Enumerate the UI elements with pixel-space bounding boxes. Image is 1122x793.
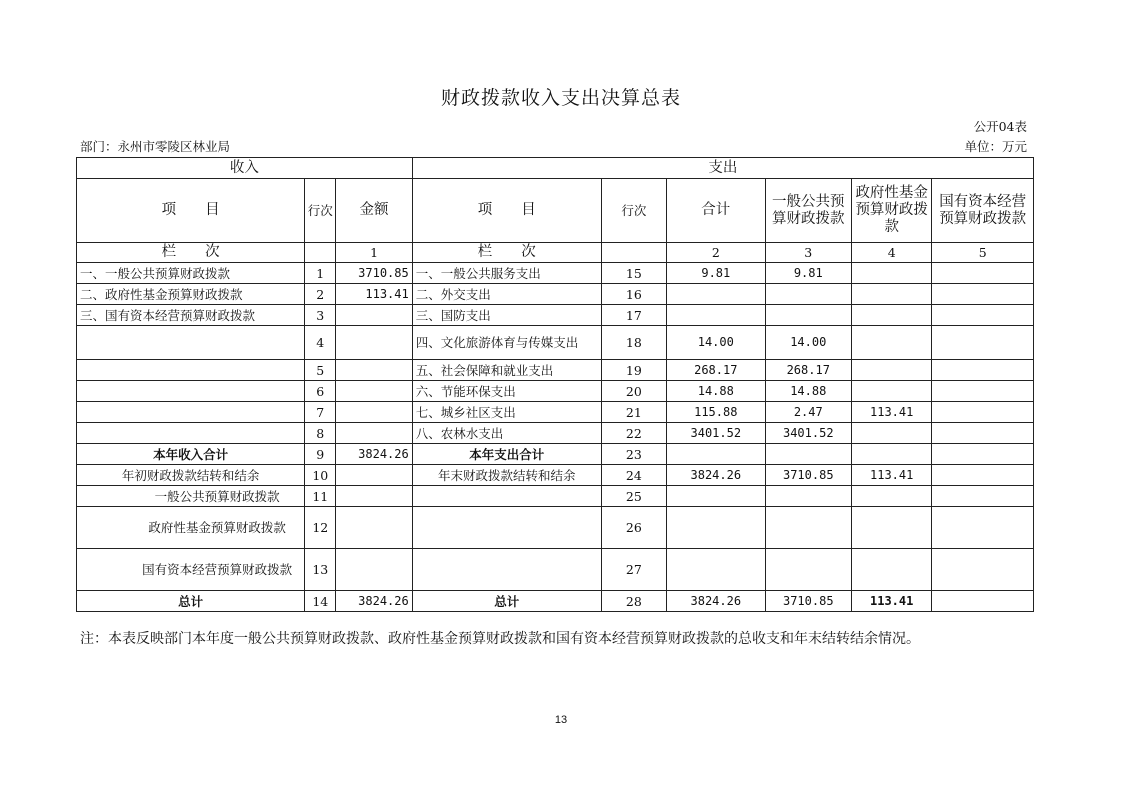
table-row <box>77 326 1034 360</box>
state-capital-amount <box>932 360 1034 381</box>
state-capital-amount <box>932 423 1034 444</box>
income-row-number: 5 <box>305 360 336 381</box>
table-row <box>77 381 1034 402</box>
expense-row-number: 23 <box>601 444 666 465</box>
expense-row-number: 22 <box>601 423 666 444</box>
income-row-number: 11 <box>305 486 336 507</box>
table-row <box>77 305 1034 326</box>
expense-item <box>412 507 601 549</box>
income-amount <box>336 549 412 591</box>
income-row-number: 10 <box>305 465 336 486</box>
income-item: 政府性基金预算财政拨款 <box>77 507 305 549</box>
general-budget-amount: 14.88 <box>765 381 851 402</box>
state-capital-amount <box>932 507 1034 549</box>
expense-row-number: 16 <box>601 284 666 305</box>
income-amount: 3710.85 <box>336 263 412 284</box>
income-amount <box>336 507 412 549</box>
state-capital-amount <box>932 326 1034 360</box>
expense-row-number: 19 <box>601 360 666 381</box>
table-row <box>77 423 1034 444</box>
fund-budget-amount <box>851 549 931 591</box>
column-index-4: 4 <box>851 243 931 263</box>
income-item <box>77 402 305 423</box>
income-row-number: 9 <box>305 444 336 465</box>
expense-row-number: 25 <box>601 486 666 507</box>
total-amount <box>667 549 766 591</box>
expense-item: 二、外交支出 <box>412 284 601 305</box>
unit-label: 单位：万元 <box>964 139 1027 154</box>
state-capital-amount <box>932 591 1034 612</box>
general-budget-amount <box>765 305 851 326</box>
expense-row-number: 26 <box>601 507 666 549</box>
income-item: 二、政府性基金预算财政拨款 <box>77 284 305 305</box>
expense-row-number: 24 <box>601 465 666 486</box>
state-capital-amount <box>932 486 1034 507</box>
total-header: 合计 <box>667 179 766 243</box>
expense-row-number: 21 <box>601 402 666 423</box>
expense-item: 八、农林水支出 <box>412 423 601 444</box>
fund-budget-amount <box>851 381 931 402</box>
income-item: 本年收入合计 <box>77 444 305 465</box>
fund-budget-amount <box>851 263 931 284</box>
state-capital-amount <box>932 465 1034 486</box>
state-capital-amount <box>932 305 1034 326</box>
total-amount <box>667 284 766 305</box>
expense-item <box>412 549 601 591</box>
general-budget-amount: 268.17 <box>765 360 851 381</box>
expense-item: 年末财政拨款结转和结余 <box>412 465 601 486</box>
general-budget-amount <box>765 486 851 507</box>
general-budget-header: 一般公共预算财政拨款 <box>765 179 851 243</box>
form-code: 公开04表 <box>973 119 1027 134</box>
lanci-left: 栏 次 <box>77 243 305 263</box>
total-amount: 3824.26 <box>667 591 766 612</box>
income-row-number: 6 <box>305 381 336 402</box>
fund-budget-amount <box>851 360 931 381</box>
state-capital-header: 国有资本经营预算财政拨款 <box>932 179 1034 243</box>
fund-budget-amount <box>851 284 931 305</box>
income-row-number: 14 <box>305 591 336 612</box>
table-row <box>77 402 1034 423</box>
expense-item: 四、文化旅游体育与传媒支出 <box>412 326 601 360</box>
income-amount <box>336 423 412 444</box>
total-amount <box>667 305 766 326</box>
table-row <box>77 263 1034 284</box>
total-amount: 3824.26 <box>667 465 766 486</box>
expense-item: 本年支出合计 <box>412 444 601 465</box>
expense-header: 支出 <box>412 158 1033 179</box>
total-amount: 14.88 <box>667 381 766 402</box>
fund-budget-amount <box>851 507 931 549</box>
expense-rowno-header: 行次 <box>601 179 666 243</box>
expense-row-number: 15 <box>601 263 666 284</box>
income-item: 三、国有资本经营预算财政拨款 <box>77 305 305 326</box>
fund-budget-amount: 113.41 <box>851 402 931 423</box>
income-amount <box>336 465 412 486</box>
fund-budget-amount: 113.41 <box>851 465 931 486</box>
income-row-number: 3 <box>305 305 336 326</box>
fund-budget-amount <box>851 423 931 444</box>
fund-budget-amount: 113.41 <box>851 591 931 612</box>
total-amount: 9.81 <box>667 263 766 284</box>
income-header: 收入 <box>77 158 413 179</box>
column-index-1: 1 <box>336 243 412 263</box>
income-item-header: 项 目 <box>77 179 305 243</box>
income-amount <box>336 305 412 326</box>
general-budget-amount: 3710.85 <box>765 591 851 612</box>
general-budget-amount <box>765 444 851 465</box>
total-amount: 115.88 <box>667 402 766 423</box>
general-budget-amount: 9.81 <box>765 263 851 284</box>
income-amount: 113.41 <box>336 284 412 305</box>
state-capital-amount <box>932 549 1034 591</box>
state-capital-amount <box>932 263 1034 284</box>
income-item <box>77 381 305 402</box>
expense-item: 六、节能环保支出 <box>412 381 601 402</box>
income-row-number: 13 <box>305 549 336 591</box>
income-amount <box>336 326 412 360</box>
fund-budget-header: 政府性基金预算财政拨款 <box>851 179 931 243</box>
state-capital-amount <box>932 402 1034 423</box>
lanci-rowno-blank <box>305 243 336 263</box>
income-amount: 3824.26 <box>336 444 412 465</box>
general-budget-amount: 3710.85 <box>765 465 851 486</box>
table-note: 注：本表反映部门本年度一般公共预算财政拨款、政府性基金预算财政拨款和国有资本经营预算财政拨款的总收支和年末结转结余情况。 <box>80 631 920 647</box>
income-item <box>77 360 305 381</box>
table-row <box>77 360 1034 381</box>
state-capital-amount <box>932 284 1034 305</box>
income-item: 国有资本经营预算财政拨款 <box>77 549 305 591</box>
income-amount <box>336 360 412 381</box>
expense-row-number: 20 <box>601 381 666 402</box>
department-label: 部门：永州市零陵区林业局 <box>80 139 231 154</box>
income-amount: 3824.26 <box>336 591 412 612</box>
income-item: 年初财政拨款结转和结余 <box>77 465 305 486</box>
fund-budget-amount <box>851 326 931 360</box>
total-amount: 268.17 <box>667 360 766 381</box>
table-row <box>77 465 1034 486</box>
expense-row-number: 27 <box>601 549 666 591</box>
general-budget-amount <box>765 284 851 305</box>
state-capital-amount <box>932 381 1034 402</box>
income-amount-header: 金额 <box>336 179 412 243</box>
income-amount <box>336 402 412 423</box>
expense-item-header: 项 目 <box>412 179 601 243</box>
expense-item: 七、城乡社区支出 <box>412 402 601 423</box>
lanci-exp-rowno-blank <box>601 243 666 263</box>
expense-row-number: 17 <box>601 305 666 326</box>
income-row-number: 4 <box>305 326 336 360</box>
table-row <box>77 444 1034 465</box>
table-row <box>77 549 1034 591</box>
income-row-number: 8 <box>305 423 336 444</box>
expense-item: 总计 <box>412 591 601 612</box>
income-item: 一般公共预算财政拨款 <box>77 486 305 507</box>
total-amount: 14.00 <box>667 326 766 360</box>
income-row-number: 2 <box>305 284 336 305</box>
table-row <box>77 507 1034 549</box>
table-row <box>77 591 1034 612</box>
expense-item <box>412 486 601 507</box>
general-budget-amount: 14.00 <box>765 326 851 360</box>
expense-item: 一、一般公共服务支出 <box>412 263 601 284</box>
fund-budget-amount <box>851 486 931 507</box>
total-amount <box>667 444 766 465</box>
column-index-3: 3 <box>765 243 851 263</box>
general-budget-amount <box>765 549 851 591</box>
income-rowno-header: 行次 <box>305 179 336 243</box>
total-amount: 3401.52 <box>667 423 766 444</box>
expense-item: 三、国防支出 <box>412 305 601 326</box>
income-item <box>77 423 305 444</box>
fiscal-appropriation-table <box>76 157 1034 612</box>
fund-budget-amount <box>851 305 931 326</box>
income-item: 总计 <box>77 591 305 612</box>
income-item <box>77 326 305 360</box>
table-row <box>77 486 1034 507</box>
income-row-number: 1 <box>305 263 336 284</box>
lanci-right: 栏 次 <box>412 243 601 263</box>
general-budget-amount <box>765 507 851 549</box>
income-row-number: 12 <box>305 507 336 549</box>
expense-row-number: 28 <box>601 591 666 612</box>
expense-row-number: 18 <box>601 326 666 360</box>
income-row-number: 7 <box>305 402 336 423</box>
total-amount <box>667 507 766 549</box>
page-number: 13 <box>554 714 568 726</box>
income-amount <box>336 486 412 507</box>
general-budget-amount: 3401.52 <box>765 423 851 444</box>
state-capital-amount <box>932 444 1034 465</box>
page-title: 财政拨款收入支出决算总表 <box>440 87 681 109</box>
column-index-2: 2 <box>667 243 766 263</box>
fund-budget-amount <box>851 444 931 465</box>
total-amount <box>667 486 766 507</box>
expense-item: 五、社会保障和就业支出 <box>412 360 601 381</box>
column-index-5: 5 <box>932 243 1034 263</box>
general-budget-amount: 2.47 <box>765 402 851 423</box>
table-row <box>77 284 1034 305</box>
income-item: 一、一般公共预算财政拨款 <box>77 263 305 284</box>
income-amount <box>336 381 412 402</box>
